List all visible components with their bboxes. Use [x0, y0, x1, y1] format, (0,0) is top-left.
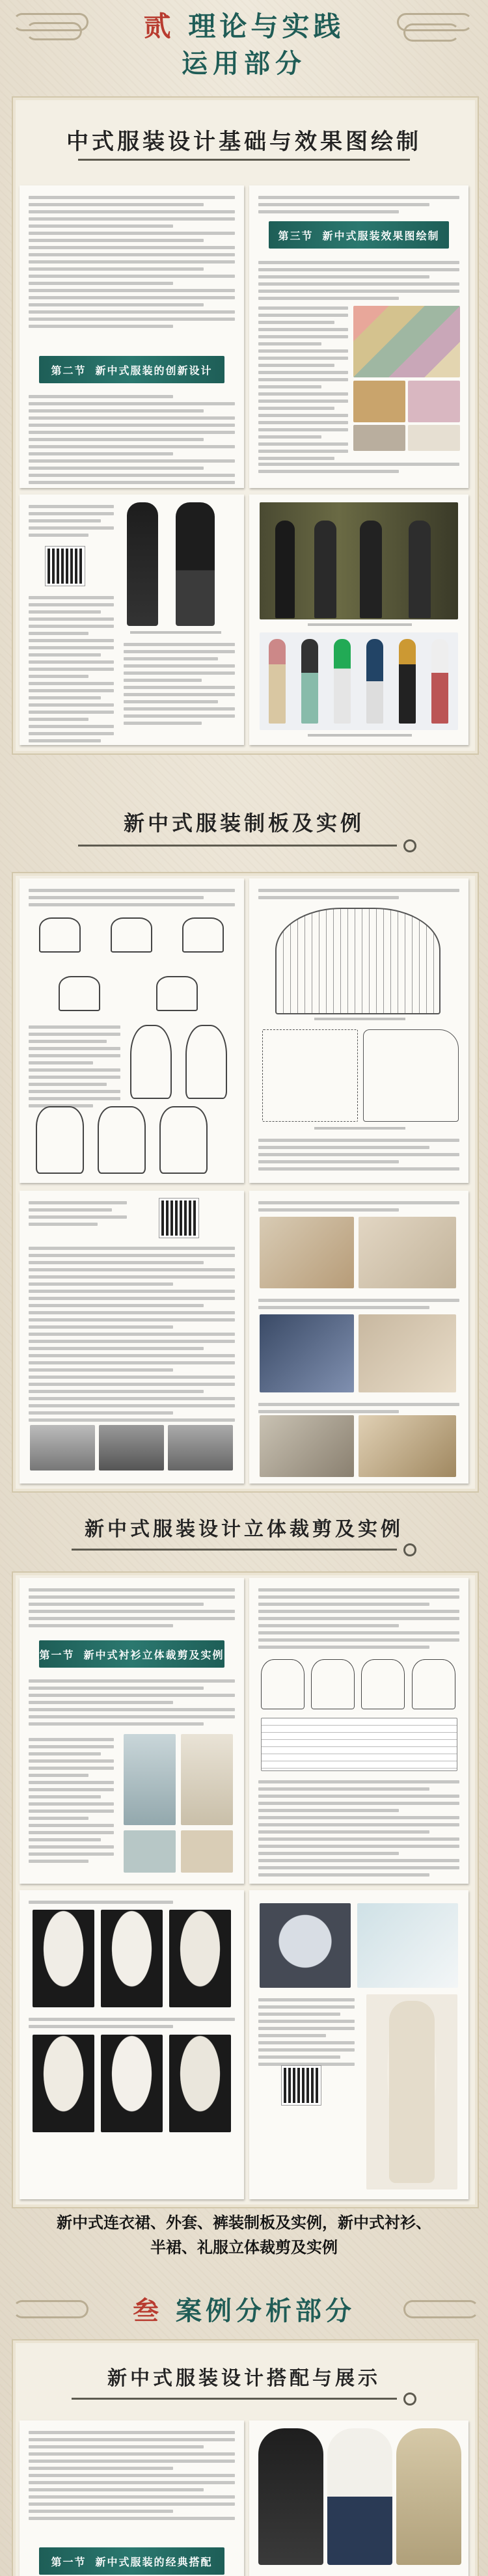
page-text	[124, 639, 235, 729]
collar-sketch	[156, 976, 198, 1011]
page-text	[29, 501, 114, 541]
page-text	[258, 303, 348, 464]
shirt-photo	[124, 1734, 176, 1825]
qr-code	[46, 547, 85, 586]
book-page	[249, 495, 468, 745]
fabric-swatches-image	[353, 306, 460, 377]
divider-dot	[403, 2393, 416, 2406]
draping-photo	[33, 2035, 94, 2132]
fashion-illustration	[127, 502, 158, 626]
model-figure	[269, 639, 286, 724]
sewing-photo	[260, 1415, 354, 1477]
qr-code	[282, 2066, 321, 2105]
model-figure	[314, 521, 336, 618]
sewing-photo	[359, 1314, 456, 1392]
book-page	[20, 495, 244, 745]
part3-number: 叁	[133, 2296, 163, 2326]
banner-number: 第一节	[39, 1648, 75, 1661]
book-page	[249, 1890, 468, 2199]
draping-photo	[169, 1910, 231, 2007]
outfit-photo	[258, 2428, 323, 2565]
banner-number: 第一节	[51, 2555, 87, 2568]
page-text	[258, 257, 459, 304]
book-page	[20, 185, 244, 488]
model-figure	[409, 521, 431, 618]
page-text	[29, 1675, 235, 1729]
page-text	[29, 1243, 235, 1426]
section-title-2: 新中式服装制板及实例	[123, 811, 364, 835]
pattern-draft	[262, 1029, 358, 1122]
page-text	[29, 1897, 235, 1908]
process-photo	[30, 1425, 95, 1471]
section-title-3: 新中式服装设计立体裁剪及实例	[85, 1518, 403, 1541]
chapter-banner	[39, 2547, 224, 2575]
page-text	[29, 885, 235, 910]
model-figure	[360, 521, 382, 618]
book-page	[20, 878, 244, 1183]
page-text	[258, 1295, 459, 1313]
page-text	[258, 1776, 459, 1880]
garment-sketch	[130, 1025, 172, 1099]
qr-code	[159, 1199, 198, 1238]
collar-sketch	[39, 917, 81, 953]
process-photo	[168, 1425, 233, 1471]
divider	[72, 2398, 397, 2400]
page-text	[29, 1022, 120, 1111]
garment-sketch	[98, 1106, 146, 1174]
page-text	[258, 192, 459, 217]
fashion-illustration	[176, 502, 215, 626]
collar-sketch	[59, 976, 100, 1011]
banner-label: 新中式服装效果图绘制	[322, 229, 440, 242]
fabric-swatch-image	[408, 381, 460, 422]
page-text	[258, 1197, 459, 1215]
divider	[78, 845, 397, 847]
page-text	[29, 192, 235, 332]
book-page	[20, 1890, 244, 2199]
draping-photo	[169, 2035, 231, 2132]
figure-caption	[314, 1127, 405, 1130]
pattern-draft	[275, 908, 441, 1014]
section-summary-caption	[33, 2210, 455, 2260]
fabric-swatch-image	[353, 381, 405, 422]
part3-title-text: 案例分析部分	[175, 2296, 355, 2326]
part2-title-line1	[0, 5, 488, 44]
draping-photo	[101, 1910, 163, 2007]
section-title-4: 新中式服装设计搭配与展示	[107, 2367, 381, 2390]
process-photo	[99, 1425, 164, 1471]
garment-sketch	[361, 1659, 405, 1709]
sewing-photo	[260, 1314, 354, 1392]
page-text	[29, 2014, 235, 2032]
garment-sketch	[185, 1025, 227, 1099]
detail-photo	[260, 1903, 351, 1988]
chapter-banner	[269, 221, 449, 249]
banner-label: 新中式衬衫立体裁剪及实例	[83, 1648, 224, 1661]
divider	[72, 1549, 397, 1551]
divider-dot	[403, 839, 416, 852]
part2-header	[0, 0, 488, 91]
part2-number: 贰	[143, 10, 175, 42]
page-text	[258, 1994, 355, 2070]
collar-sketch	[182, 917, 224, 953]
page-text	[29, 592, 114, 745]
fabric-swatch-image	[353, 425, 405, 451]
banner-number: 第三节	[278, 229, 314, 242]
outfit-photo	[327, 2428, 392, 2565]
page-text	[258, 1584, 459, 1653]
divider	[78, 159, 410, 161]
page-text	[258, 885, 459, 903]
detail-photo	[357, 1903, 458, 1988]
divider-dot	[403, 1543, 416, 1556]
book-page	[20, 2420, 244, 2576]
book-page	[249, 185, 468, 488]
page-text	[258, 1135, 459, 1174]
banner-label: 新中式服装的经典搭配	[95, 2555, 213, 2568]
page-text	[29, 1734, 114, 1867]
draping-photo	[101, 2035, 163, 2132]
figure-caption	[308, 734, 412, 737]
garment-sketch	[311, 1659, 355, 1709]
figure-caption	[130, 631, 221, 634]
part2-title-line2: 运用部分	[182, 48, 306, 79]
section-title-1: 中式服装设计基础与效果图绘制	[66, 129, 422, 155]
banner-number: 第二节	[51, 364, 87, 377]
chapter-banner	[39, 356, 224, 383]
pattern-draft	[363, 1029, 459, 1122]
draping-photo	[33, 1910, 94, 2007]
model-figure	[334, 639, 351, 724]
caption-line-1: 新中式连衣裙、外套、裤装制板及实例，新中式衬衫、	[57, 2214, 431, 2232]
shirt-photo	[181, 1734, 233, 1825]
caption-line-2: 半裙、礼服立体裁剪及实例	[150, 2238, 338, 2257]
page-text	[258, 459, 459, 477]
book-page	[249, 878, 468, 1183]
shirt-photo	[124, 1830, 176, 1873]
page-text	[29, 1197, 127, 1230]
part3-title	[0, 2290, 488, 2327]
book-page	[249, 1191, 468, 1484]
garment-sketch	[412, 1659, 455, 1709]
figure-caption	[314, 1018, 405, 1020]
garment-sketch	[159, 1106, 208, 1174]
banner-label: 新中式服装的创新设计	[95, 364, 213, 377]
sewing-photo	[260, 1217, 354, 1288]
illustration-photo	[260, 632, 458, 730]
outfit-photo	[396, 2428, 461, 2565]
chapter-banner	[39, 1640, 224, 1668]
figure-caption	[308, 623, 412, 626]
dress-form	[389, 2001, 435, 2183]
fabric-swatch-image	[408, 425, 460, 451]
page-text	[29, 1584, 235, 1631]
page-text	[258, 1399, 459, 1417]
collar-sketch	[111, 917, 152, 953]
model-figure	[431, 639, 448, 724]
sewing-photo	[359, 1217, 456, 1288]
garment-sketch	[36, 1106, 84, 1174]
part2-title-text: 理论与实践	[188, 10, 345, 42]
shirt-photo	[181, 1830, 233, 1873]
book-page	[249, 1578, 468, 1884]
model-figure	[366, 639, 383, 724]
book-page	[20, 1578, 244, 1884]
model-figure	[399, 639, 416, 724]
book-page	[249, 2420, 468, 2576]
page-text	[29, 391, 235, 488]
page-text	[29, 2427, 235, 2524]
book-page	[20, 1191, 244, 1484]
sewing-photo	[359, 1415, 456, 1477]
model-figure	[301, 639, 318, 724]
model-figure	[275, 521, 295, 618]
measurement-table	[261, 1718, 457, 1771]
garment-sketch	[261, 1659, 305, 1709]
